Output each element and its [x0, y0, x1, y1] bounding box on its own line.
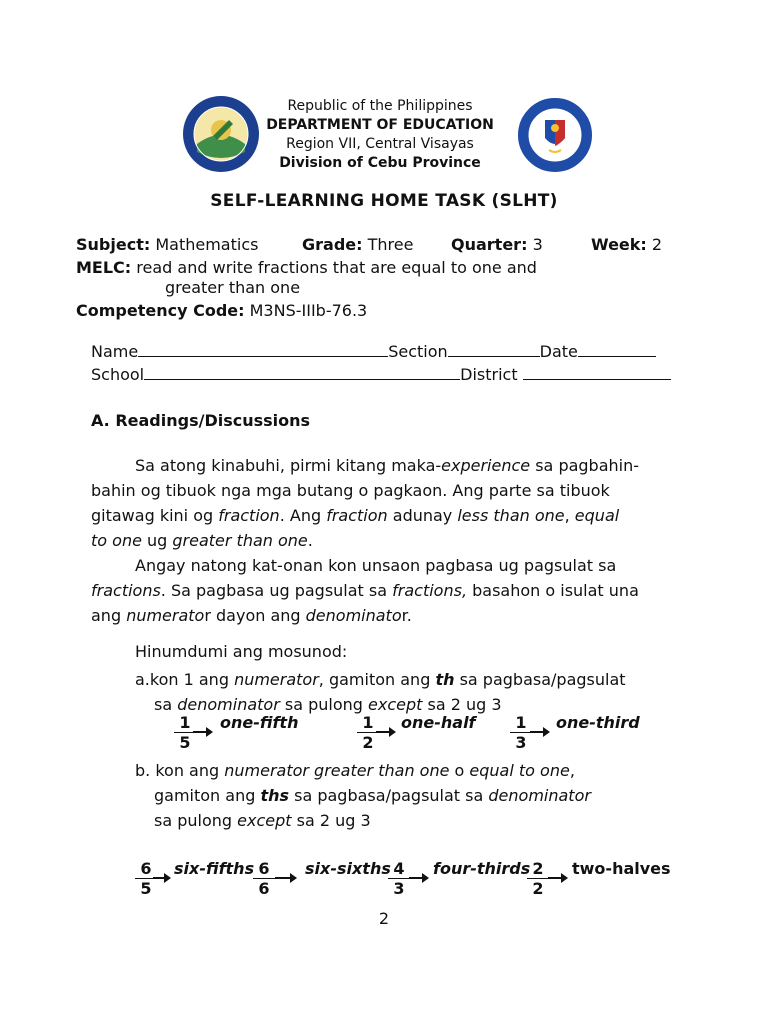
- fraction-example: $\frac{1}{5}$: [174, 713, 196, 753]
- fraction-example: $\frac{6}{6}$: [253, 859, 275, 899]
- quarter-value: 3: [532, 235, 543, 254]
- fraction-name: six-fifths: [174, 859, 255, 878]
- week-value: 2: [651, 235, 663, 254]
- fraction-name: one-third: [556, 713, 640, 732]
- melc-line1: read and write fractions that are equal to one and: [136, 258, 537, 277]
- header-department: DEPARTMENT OF EDUCATION: [266, 117, 494, 133]
- grade-field: Grade: Three: [302, 235, 414, 254]
- arrow-icon: [193, 731, 207, 733]
- grade-label: Grade: [302, 235, 357, 254]
- week-field: Week: 2: [591, 235, 663, 254]
- fraction-example: $\frac{2}{2}$: [527, 859, 549, 899]
- deped-seal-graphic: [518, 98, 592, 172]
- header-region: Region VII, Central Visayas: [286, 136, 474, 152]
- fraction-name: two-halves: [572, 859, 671, 878]
- subject-field: Subject: Mathematics: [76, 235, 259, 254]
- fraction-name: six-sixths: [305, 859, 391, 878]
- fraction-example: $\frac{1}{3}$: [510, 713, 532, 753]
- date-label: Date: [539, 342, 578, 361]
- deped-seal: [518, 98, 592, 172]
- paragraph-2: Angay natong kat-onan kon unsaon pagbasa ug pagsulat sa fractions. Sa pagbasa ug pagsulat sa fractions, basahon o isulat una ang numerator dayon ang denominator.: [91, 556, 639, 625]
- arrow-icon: [153, 877, 165, 879]
- melc-field: MELC: read and write fractions that are equal to one and: [76, 258, 537, 277]
- arrow-icon: [376, 731, 390, 733]
- fraction-example: $\frac{4}{3}$: [388, 859, 410, 899]
- fraction-example: $\frac{1}{2}$: [357, 713, 379, 753]
- week-label: Week: [591, 235, 641, 254]
- header-division: Division of Cebu Province: [279, 155, 481, 171]
- quarter-label: Quarter: [451, 235, 522, 254]
- competency-label: Competency Code: [76, 301, 239, 320]
- quarter-field: Quarter: 3: [451, 235, 543, 254]
- name-section-date-row: [91, 342, 656, 361]
- school-district-row: [91, 365, 671, 384]
- district-blank[interactable]: [523, 365, 671, 380]
- fraction-example: $\frac{6}{5}$: [135, 859, 157, 899]
- district-label: District: [460, 365, 518, 384]
- name-label: Name: [91, 342, 139, 361]
- rule-b: b. kon ang numerator greater than one o equal to one, gamiton ang ths sa pagbasa/pagsulat sa denominator sa pulong except sa 2 ug 3: [135, 761, 591, 830]
- school-label: School: [91, 365, 145, 384]
- melc-line2: greater than one: [165, 278, 301, 297]
- remember-heading: Hinumdumi ang mosunod:: [135, 642, 348, 661]
- date-blank[interactable]: [578, 342, 656, 357]
- fraction-name: four-thirds: [433, 859, 531, 878]
- section-label: Section: [388, 342, 448, 361]
- fraction-name: one-fifth: [220, 713, 299, 732]
- paragraph-1: Sa atong kinabuhi, pirmi kitang maka-experience sa pagbahin- bahin og tibuok nga mga butang o pagkaon. Ang parte sa tibuok gitawag kini og fraction. Ang fraction adunay less than one, equal to one ug greater than one.: [91, 456, 640, 550]
- section-blank[interactable]: [448, 342, 540, 357]
- subject-label: Subject: [76, 235, 144, 254]
- header-republic: Republic of the Philippines: [287, 98, 473, 114]
- competency-value: M3NS-IIIb-76.3: [249, 301, 368, 320]
- melc-label: MELC: [76, 258, 125, 277]
- fraction-name: one-half: [401, 713, 476, 732]
- arrow-icon: [530, 731, 544, 733]
- arrow-icon: [275, 877, 291, 879]
- page-number: 2: [378, 909, 390, 928]
- subject-value: Mathematics: [155, 235, 259, 254]
- section-heading: A. Readings/Discussions: [91, 411, 311, 430]
- arrow-icon: [548, 877, 562, 879]
- name-blank[interactable]: [138, 342, 388, 357]
- rule-a: a.kon 1 ang numerator, gamiton ang th sa pagbasa/pagsulat sa denominator sa pulong except sa 2 ug 3: [135, 670, 626, 714]
- school-blank[interactable]: [144, 365, 460, 380]
- document-title: SELF-LEARNING HOME TASK (SLHT): [210, 191, 558, 211]
- arrow-icon: [409, 877, 423, 879]
- competency-field: Competency Code: M3NS-IIIb-76.3: [76, 301, 368, 320]
- grade-value: Three: [367, 235, 414, 254]
